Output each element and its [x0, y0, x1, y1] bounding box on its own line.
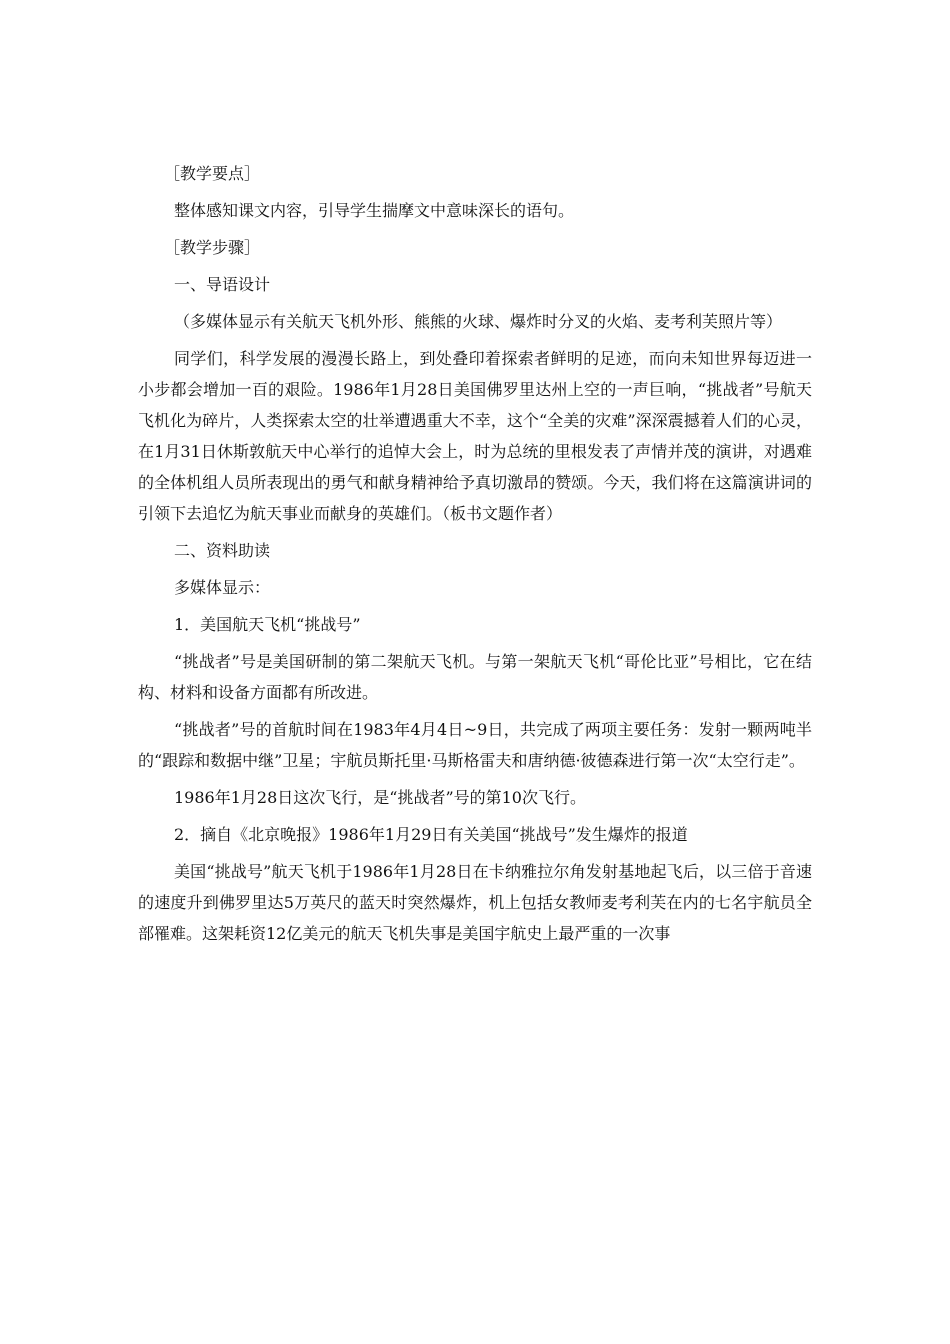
heading-teaching-steps: ［教学步骤］	[164, 238, 261, 257]
paragraph-news-report: 美国“挑战号”航天飞机于1986年1月28日在卡纳雅拉尔角发射基地起飞后，以三倍于音速的速度升到佛罗里达5万英尺的蓝天时突然爆炸，机上包括女教师麦考利芙在内的七名宇航员全部罹难。这架耗资12亿美元的航天飞机失事是美国宇航史上最严重的一次事	[138, 862, 812, 943]
paragraph-challenger-intro: “挑战者”号是美国研制的第二架航天飞机。与第一架航天飞机“哥伦比亚”号相比，它在结构、材料和设备方面都有所改进。	[138, 652, 812, 702]
paragraph-teaching-points: 整体感知课文内容，引导学生揣摩文中意味深长的语句。	[174, 201, 575, 220]
paragraph-intro-text: 同学们，科学发展的漫漫长路上，到处叠印着探索者鲜明的足迹，而向未知世界每迈进一小步都会增加一百的艰险。1986年1月28日美国佛罗里达州上空的一声巨响，“挑战者”号航天飞机化为碎片，人类探索太空的壮举遭遇重大不幸，这个“全美的灾难”深深震撼着人们的心灵，在1月31日休斯敦航天中心举行的追悼大会上，时为总统的里根发表了声情并茂的演讲，对遇难的全体机组人员所表现出的勇气和献身精神给予真切激昂的赞颂。今天，我们将在这篇演讲词的引领下去追忆为航天事业而献身的英雄们。（板书文题作者）	[138, 349, 812, 523]
section-heading-intro: 一、导语设计	[174, 275, 271, 294]
paragraph-multimedia-display: 多媒体显示：	[174, 578, 271, 597]
paragraph-tenth-flight: 1986年1月28日这次飞行，是“挑战者”号的第10次飞行。	[174, 788, 586, 807]
subheading-challenger: 1．美国航天飞机“挑战号”	[174, 615, 361, 634]
document-body	[138, 158, 812, 955]
heading-teaching-points: ［教学要点］	[164, 164, 261, 183]
section-heading-reading: 二、资料助读	[174, 541, 271, 560]
subheading-news-report: 2．摘自《北京晚报》1986年1月29日有关美国“挑战号”发生爆炸的报道	[174, 825, 688, 844]
paragraph-multimedia-note: （多媒体显示有关航天飞机外形、熊熊的火球、爆炸时分叉的火焰、麦考利芙照片等）	[174, 312, 783, 331]
paragraph-first-flight: “挑战者”号的首航时间在1983年4月4日~9日，共完成了两项主要任务：发射一颗两吨半的“跟踪和数据中继”卫星；宇航员斯托里·马斯格雷夫和唐纳德·彼德森进行第一次“太空行走”。	[138, 720, 812, 770]
